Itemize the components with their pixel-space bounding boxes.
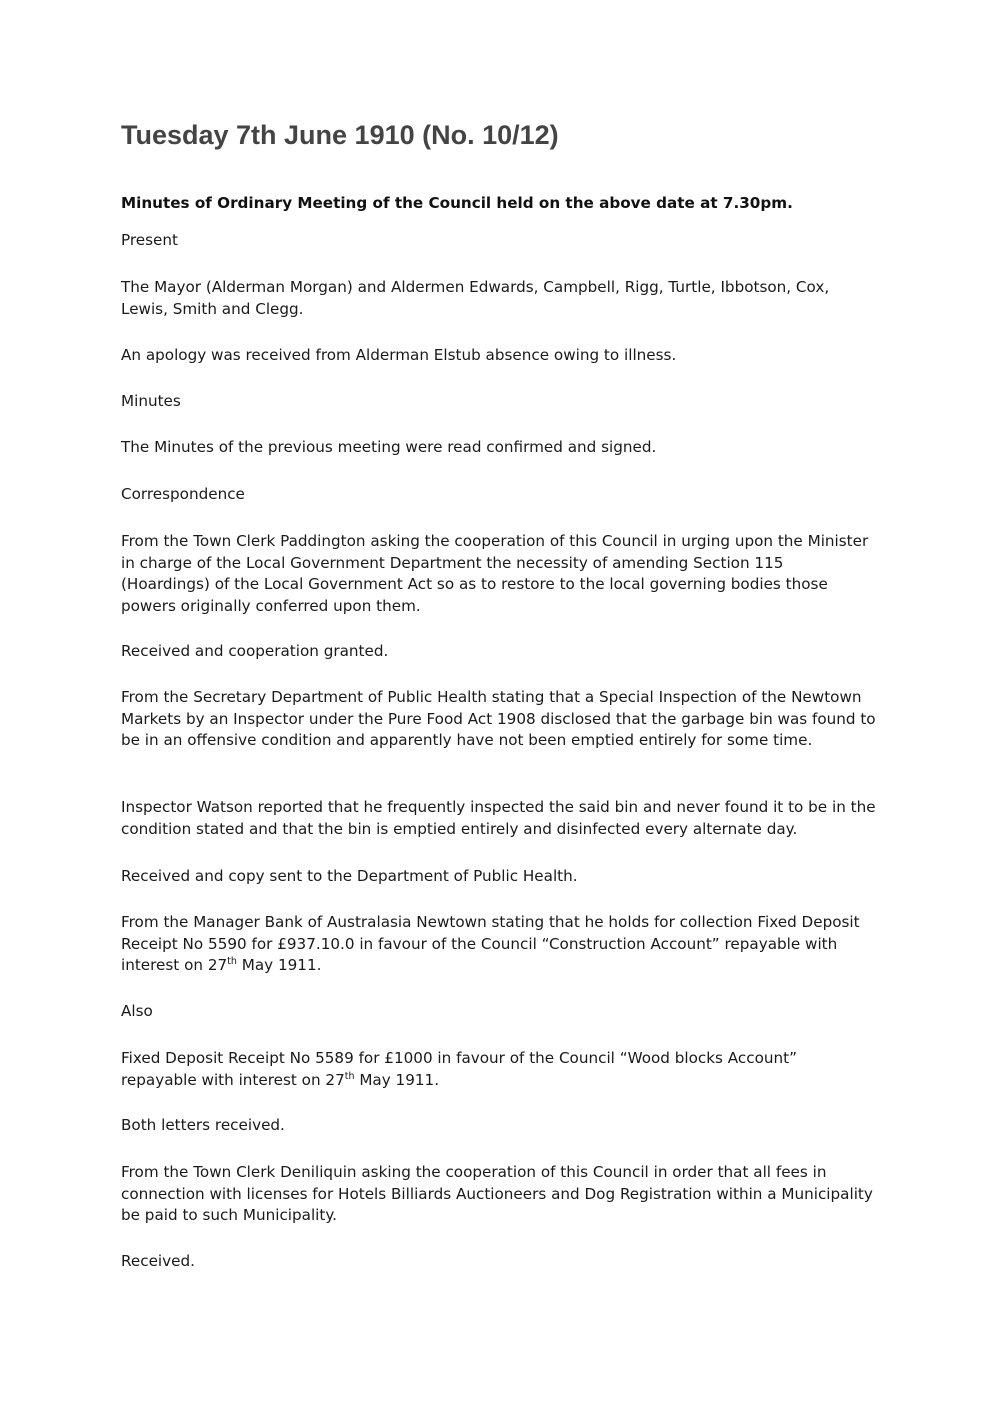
present-text: The Mayor (Alderman Morgan) and Aldermen Edwards, Campbell, Rigg, Turtle, Ibbotson, Cox, Lewis, Smith and Clegg. [121,278,830,318]
inspector-report: Inspector Watson reported that he frequently inspected the said bin and never found it to be in the condition stated and that the bin is emptied entirely and disinfected every alternate day. [121,798,876,838]
apology-text: An apology was received from Alderman Elstub absence owing to illness. [121,346,677,364]
also-heading: Also [121,1002,153,1020]
present-heading: Present [121,231,178,249]
bank-resolution: Both letters received. [121,1116,285,1134]
paddington-letter: From the Town Clerk Paddington asking the cooperation of this Council in urging upon the Minister in charge of the Local Government Department the necessity of amending Section 115 (Hoardings) of the Local Government Act so as to restore to the local governing bodies those powers originally conferred upon them. [121,532,869,615]
deposit-text-superscript: th [344,1070,355,1082]
health-letter: From the Secretary Department of Public Health stating that a Special Inspection of the Newtown Markets by an Inspector under the Pure Food Act 1908 disclosed that the garbage bin was found to be in an offensive condition and apparently have not been emptied entirely for some time. [121,688,876,750]
deposit-text-body: Fixed Deposit Receipt No 5589 for £1000 in favour of the Council “Wood blocks Account” repayable with interest on 27 [121,1049,797,1089]
minutes-heading: Minutes [121,392,181,410]
meeting-subtitle: Minutes of Ordinary Meeting of the Council held on the above date at 7.30pm. [121,194,793,212]
bank-letter-superscript: th [227,956,237,968]
bank-letter [121,912,876,977]
deniliquin-letter: From the Town Clerk Deniliquin asking the cooperation of this Council in order that all fees in connection with licenses for Hotels Billiards Auctioneers and Dog Registration within a Municipality be paid to such Municipality. [121,1163,873,1225]
page-title: Tuesday 7th June 1910 (No. 10/12) [121,120,559,150]
deposit-text-date: May 1911. [354,1070,440,1089]
paddington-resolution: Received and cooperation granted. [121,642,389,660]
bank-letter-text: From the Manager Bank of Australasia Newtown stating that he holds for collection Fixed Deposit Receipt No 5590 for £937.10.0 in favour of the Council “Construction Account” repayable with interest on 27 [121,913,860,975]
deniliquin-resolution: Received. [121,1252,195,1270]
minutes-text: The Minutes of the previous meeting were read confirmed and signed. [121,438,657,456]
bank-letter-date: May 1911. [236,956,322,975]
deposit-text [121,1048,876,1091]
health-resolution: Received and copy sent to the Department of Public Health. [121,867,578,885]
correspondence-heading: Correspondence [121,485,245,503]
